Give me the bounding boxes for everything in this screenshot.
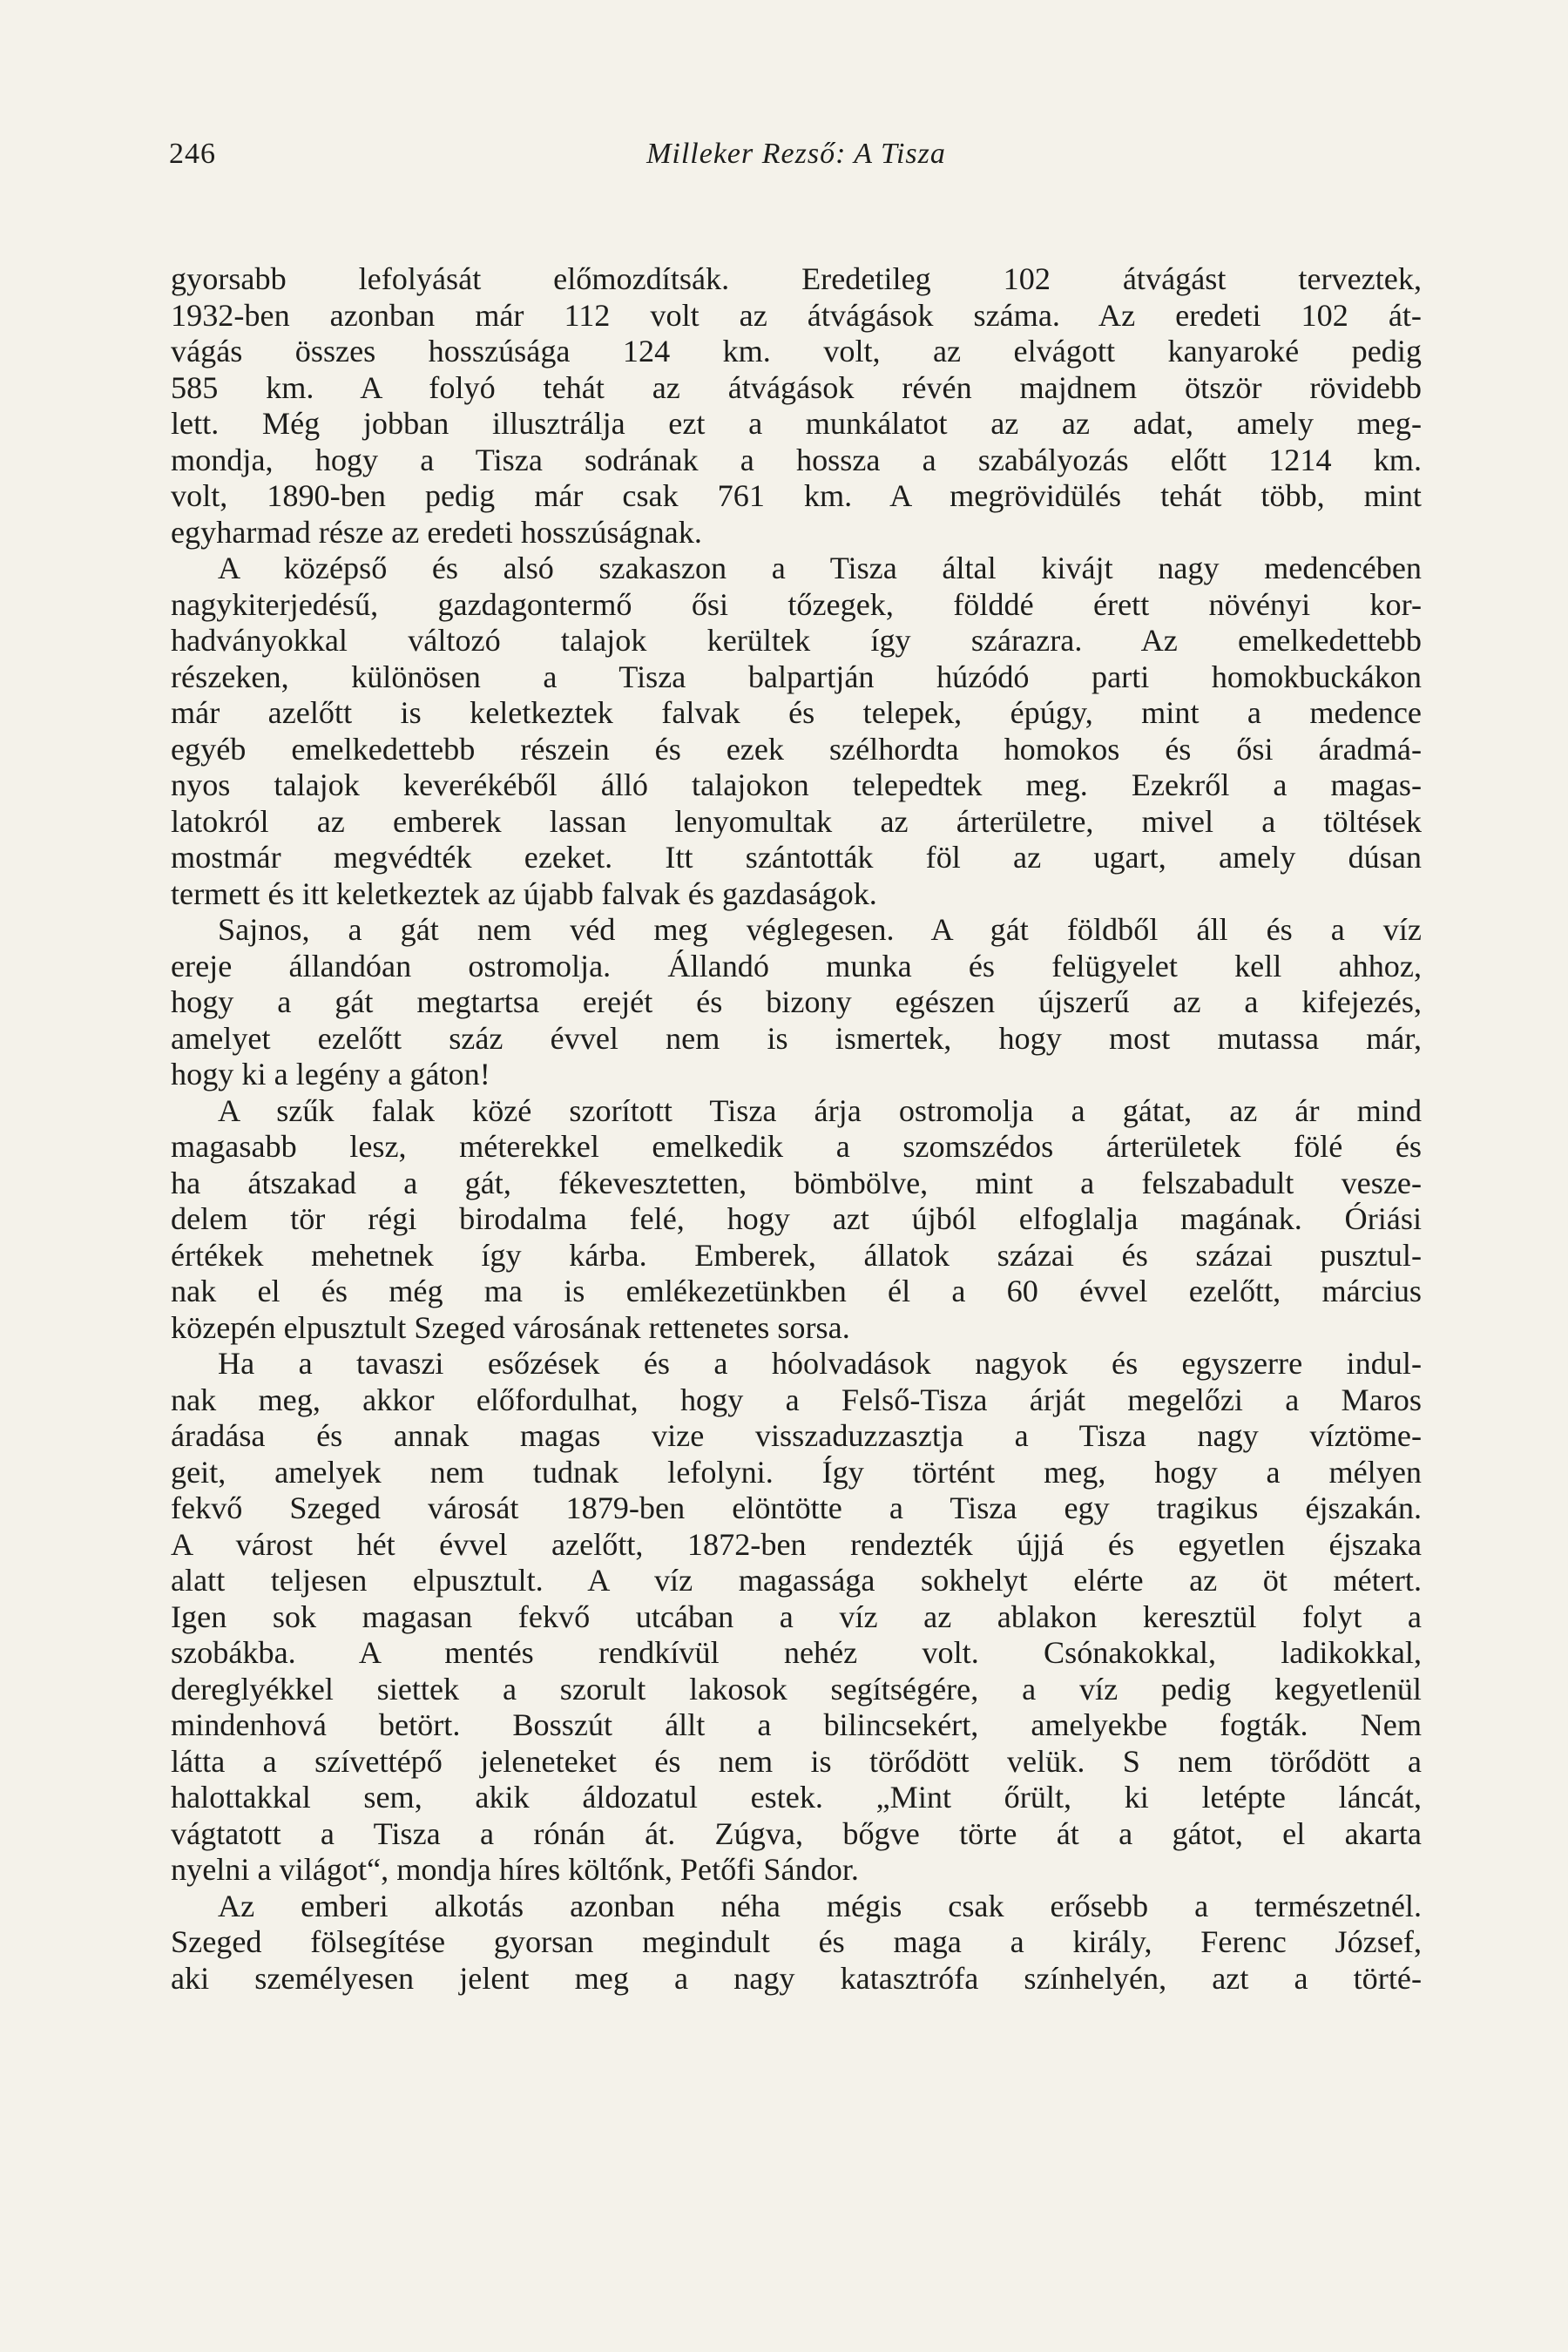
text-line: egyéb emelkedettebb részein és ezek szélhordta homokos és ősi áradmá- <box>171 731 1422 767</box>
text-line: hogy a gát megtartsa erejét és bizony egészen újszerű az a kifejezés, <box>171 984 1422 1019</box>
text-line: értékek mehetnek így kárba. Emberek, állatok százai és százai pusztul- <box>171 1237 1422 1273</box>
text-line: magasabb lesz, méterekkel emelkedik a szomszédos árterületek fölé és <box>171 1129 1422 1164</box>
text-line: áradása és annak magas vize visszaduzzasztja a Tisza nagy víztöme- <box>171 1418 1422 1453</box>
text-line: közepén elpusztult Szeged városának rettenetes sorsa. <box>171 1309 850 1345</box>
text-line: nak el és még ma is emlékezetünkben él a 60 évvel ezelőtt, március <box>171 1274 1422 1308</box>
page-number: 246 <box>169 138 216 170</box>
text-line: halottakkal sem, akik áldozatul estek. „Mint őrült, ki letépte láncát, <box>171 1780 1422 1815</box>
text-line: alatt teljesen elpusztult. A víz magassága sokhelyt elérte az öt métert. <box>171 1563 1422 1598</box>
text-line: mondja, hogy a Tisza sodrának a hossza a szabályozás előtt 1214 km. <box>171 442 1422 477</box>
text-line: dereglyékkel siettek a szorult lakosok segítségére, a víz pedig kegyetlenül <box>171 1671 1422 1707</box>
text-line: amelyet ezelőtt száz évvel nem is ismertek, hogy most mutassa már, <box>171 1020 1422 1056</box>
text-line: ereje állandóan ostromolja. Állandó munka és felügyelet kell ahhoz, <box>171 948 1422 983</box>
text-line: Sajnos, a gát nem véd meg véglegesen. A gát földből áll és a víz <box>218 912 1422 947</box>
text-line: Az emberi alkotás azonban néha mégis csak erősebb a természetnél. <box>218 1888 1422 1923</box>
text-line: szobákba. A mentés rendkívül nehéz volt. Csónakokkal, ladikokkal, <box>171 1635 1422 1670</box>
text-line: mindenhová betört. Bosszút állt a bilincsekért, amelyekbe fogták. Nem <box>171 1707 1422 1742</box>
text-line: gyorsabb lefolyását előmozdítsák. Eredetileg 102 átvágást terveztek, <box>171 261 1422 296</box>
text-line: A szűk falak közé szorított Tisza árja ostromolja a gátat, az ár mind <box>218 1092 1422 1128</box>
text-line: ha átszakad a gát, fékevesztetten, bömbölve, mint a felszabadult vesze- <box>171 1165 1422 1200</box>
text-line: egyharmad része az eredeti hosszúságnak. <box>171 514 702 550</box>
text-line: 1932-ben azonban már 112 volt az átvágások száma. Az eredeti 102 át- <box>171 297 1422 333</box>
running-head <box>169 138 1423 176</box>
text-line: mostmár megvédték ezeket. Itt szántották föl az ugart, amely dúsan <box>171 840 1422 875</box>
text-line: latokról az emberek lassan lenyomultak az árterületre, mivel a töltések <box>171 803 1422 839</box>
text-line: nyos talajok keverékéből álló talajokon telepedtek meg. Ezekről a magas- <box>171 767 1422 802</box>
text-line: delem tör régi birodalma felé, hogy azt újból elfoglalja magának. Óriási <box>171 1201 1422 1236</box>
text-line: vágás összes hosszúsága 124 km. volt, az elvágott kanyaroké pedig <box>171 334 1422 368</box>
text-line: nagykiterjedésű, gazdagontermő ősi tőzegek, földdé érett növényi kor- <box>171 586 1422 622</box>
text-line: lett. Még jobban illusztrálja ezt a munkálatot az az adat, amely meg- <box>171 406 1422 441</box>
text-line: Ha a tavaszi esőzések és a hóolvadások nagyok és egyszerre indul- <box>218 1346 1422 1381</box>
running-title: Milleker Rezső: A Tisza <box>646 138 946 170</box>
text-line: részeken, különösen a Tisza balpartján húzódó parti homokbuckákon <box>171 659 1422 694</box>
text-line: aki személyesen jelent meg a nagy katasztrófa színhelyén, azt a törté- <box>171 1960 1422 1996</box>
text-line: Szeged fölsegítése gyorsan megindult és maga a király, Ferenc József, <box>171 1924 1422 1959</box>
text-line: vágtatott a Tisza a rónán át. Zúgva, bőgve törte át a gátot, el akarta <box>171 1815 1422 1851</box>
text-line: már azelőtt is keletkeztek falvak és telepek, épúgy, mint a medence <box>171 695 1422 730</box>
text-line: nak meg, akkor előfordulhat, hogy a Felső-Tisza árját megelőzi a Maros <box>171 1382 1422 1417</box>
text-line: nyelni a világot“, mondja híres költőnk, Petőfi Sándor. <box>171 1852 859 1887</box>
text-line: volt, 1890-ben pedig már csak 761 km. A megrövidülés tehát több, mint <box>171 478 1422 513</box>
text-line: A középső és alsó szakaszon a Tisza által kivájt nagy medencében <box>218 551 1422 585</box>
text-line: hogy ki a legény a gáton! <box>171 1057 490 1092</box>
text-line: hadványokkal változó talajok kerültek így szárazra. Az emelkedettebb <box>171 623 1422 658</box>
text-line: látta a szívettépő jeleneteket és nem is törődött velük. S nem törődött a <box>171 1743 1422 1779</box>
text-line: geit, amelyek nem tudnak lefolyni. Így történt meg, hogy a mélyen <box>171 1454 1422 1490</box>
body-text <box>171 261 1422 1997</box>
text-line: A várost hét évvel azelőtt, 1872-ben rendezték újjá és egyetlen éjszaka <box>171 1526 1422 1562</box>
text-line: 585 km. A folyó tehát az átvágások révén majdnem ötször rövidebb <box>171 369 1422 405</box>
text-line: Igen sok magasan fekvő utcában a víz az ablakon keresztül folyt a <box>171 1598 1422 1634</box>
text-line: fekvő Szeged városát 1879-ben elöntötte a Tisza egy tragikus éjszakán. <box>171 1490 1422 1525</box>
text-line: termett és itt keletkeztek az újabb falvak és gazdaságok. <box>171 875 877 911</box>
